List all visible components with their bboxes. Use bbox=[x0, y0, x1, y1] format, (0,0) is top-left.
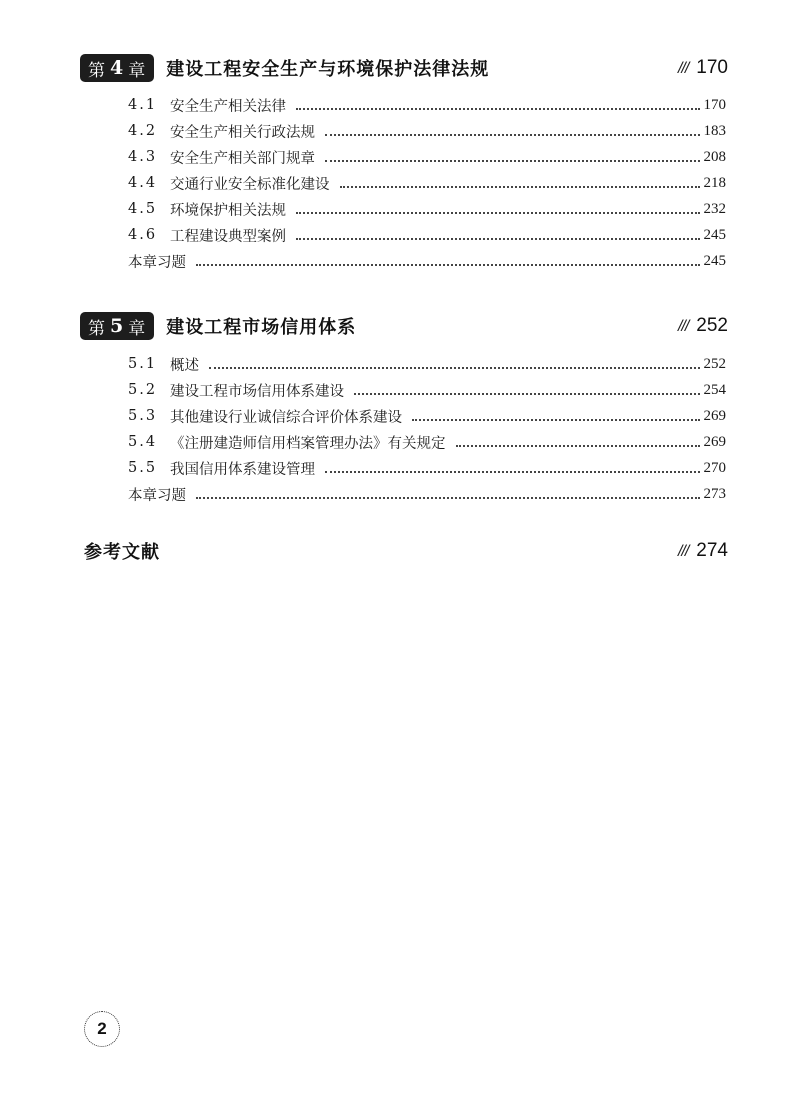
chapter-title: 建设工程市场信用体系 bbox=[166, 317, 357, 338]
section-number: 4.3 bbox=[128, 149, 158, 165]
section-page: 183 bbox=[703, 122, 726, 139]
chapter-badge bbox=[80, 312, 154, 340]
chapter-4-heading[interactable] bbox=[80, 53, 728, 83]
section-title: 安全生产相关部门规章 bbox=[170, 150, 315, 167]
toc-entry[interactable] bbox=[128, 170, 726, 196]
toc-entry[interactable] bbox=[128, 118, 726, 144]
exercises-page: 273 bbox=[703, 485, 726, 502]
dot-leader bbox=[209, 367, 700, 369]
badge-number: 5 bbox=[110, 315, 125, 337]
exercises-title: 本章习题 bbox=[128, 487, 186, 504]
dot-leader bbox=[354, 393, 700, 395]
dot-leader bbox=[196, 497, 700, 499]
toc-entry[interactable] bbox=[128, 144, 726, 170]
chapter-title: 建设工程安全生产与环境保护法律法规 bbox=[166, 59, 490, 80]
section-number: 4.2 bbox=[128, 123, 158, 139]
badge-prefix: 第 bbox=[88, 318, 106, 339]
section-title: 我国信用体系建设管理 bbox=[170, 461, 315, 478]
toc-exercises-entry[interactable] bbox=[128, 481, 726, 507]
section-title: 概述 bbox=[170, 357, 199, 374]
toc-entry[interactable] bbox=[128, 196, 726, 222]
chapter-5-section-list bbox=[128, 351, 726, 507]
section-number: 4.6 bbox=[128, 227, 158, 243]
chapter-5-heading[interactable] bbox=[80, 311, 728, 341]
chapter-page-number: 170 bbox=[696, 57, 728, 78]
section-page: 245 bbox=[703, 226, 726, 243]
references-page-number: 274 bbox=[696, 540, 728, 561]
chapter-page bbox=[678, 315, 728, 337]
toc-entry[interactable] bbox=[128, 455, 726, 481]
slashes-icon: /// bbox=[677, 60, 689, 77]
section-number: 4.1 bbox=[128, 97, 158, 113]
section-page: 218 bbox=[703, 174, 726, 191]
slashes-icon: /// bbox=[677, 543, 689, 560]
dot-leader bbox=[412, 419, 700, 421]
exercises-page: 245 bbox=[703, 252, 726, 269]
dot-leader bbox=[456, 445, 700, 447]
exercises-title: 本章习题 bbox=[128, 254, 186, 271]
dot-leader bbox=[296, 238, 700, 240]
section-title: 安全生产相关行政法规 bbox=[170, 124, 315, 141]
section-number: 5.5 bbox=[128, 460, 158, 476]
section-title: 其他建设行业诚信综合评价体系建设 bbox=[170, 409, 402, 426]
toc-entry[interactable] bbox=[128, 92, 726, 118]
dot-leader bbox=[296, 212, 700, 214]
section-title: 环境保护相关法规 bbox=[170, 202, 286, 219]
toc-exercises-entry[interactable] bbox=[128, 248, 726, 274]
section-title: 建设工程市场信用体系建设 bbox=[170, 383, 344, 400]
toc-entry[interactable] bbox=[128, 222, 726, 248]
section-page: 269 bbox=[703, 407, 726, 424]
dot-leader bbox=[325, 160, 700, 162]
dot-leader bbox=[340, 186, 700, 188]
section-title: 《注册建造师信用档案管理办法》有关规定 bbox=[170, 435, 446, 452]
chapter-page bbox=[678, 57, 728, 79]
references-title: 参考文献 bbox=[84, 542, 160, 563]
section-number: 5.3 bbox=[128, 408, 158, 424]
section-page: 170 bbox=[703, 96, 726, 113]
dot-leader bbox=[325, 471, 700, 473]
dot-leader bbox=[325, 134, 700, 136]
references-page bbox=[678, 540, 728, 562]
section-page: 270 bbox=[703, 459, 726, 476]
section-page: 208 bbox=[703, 148, 726, 165]
section-title: 安全生产相关法律 bbox=[170, 98, 286, 115]
chapter-4-section-list bbox=[128, 92, 726, 274]
section-number: 4.4 bbox=[128, 175, 158, 191]
section-page: 232 bbox=[703, 200, 726, 217]
section-title: 交通行业安全标准化建设 bbox=[170, 176, 330, 193]
slashes-icon: /// bbox=[677, 318, 689, 335]
section-number: 5.1 bbox=[128, 356, 158, 372]
toc-entry[interactable] bbox=[128, 429, 726, 455]
section-number: 5.4 bbox=[128, 434, 158, 450]
chapter-page-number: 252 bbox=[696, 315, 728, 336]
toc-entry[interactable] bbox=[128, 351, 726, 377]
badge-number: 4 bbox=[110, 57, 125, 79]
section-page: 269 bbox=[703, 433, 726, 450]
section-page: 252 bbox=[703, 355, 726, 372]
references-heading[interactable] bbox=[84, 536, 728, 566]
toc-entry[interactable] bbox=[128, 403, 726, 429]
badge-suffix: 章 bbox=[128, 60, 147, 81]
section-page: 254 bbox=[703, 381, 726, 398]
dot-leader bbox=[296, 108, 700, 110]
chapter-badge bbox=[80, 54, 154, 82]
badge-prefix: 第 bbox=[88, 60, 106, 81]
page-number-badge: 2 bbox=[84, 1011, 120, 1047]
dot-leader bbox=[196, 264, 700, 266]
section-title: 工程建设典型案例 bbox=[170, 228, 286, 245]
toc-entry[interactable] bbox=[128, 377, 726, 403]
section-number: 4.5 bbox=[128, 201, 158, 217]
badge-suffix: 章 bbox=[128, 318, 147, 339]
section-number: 5.2 bbox=[128, 382, 158, 398]
